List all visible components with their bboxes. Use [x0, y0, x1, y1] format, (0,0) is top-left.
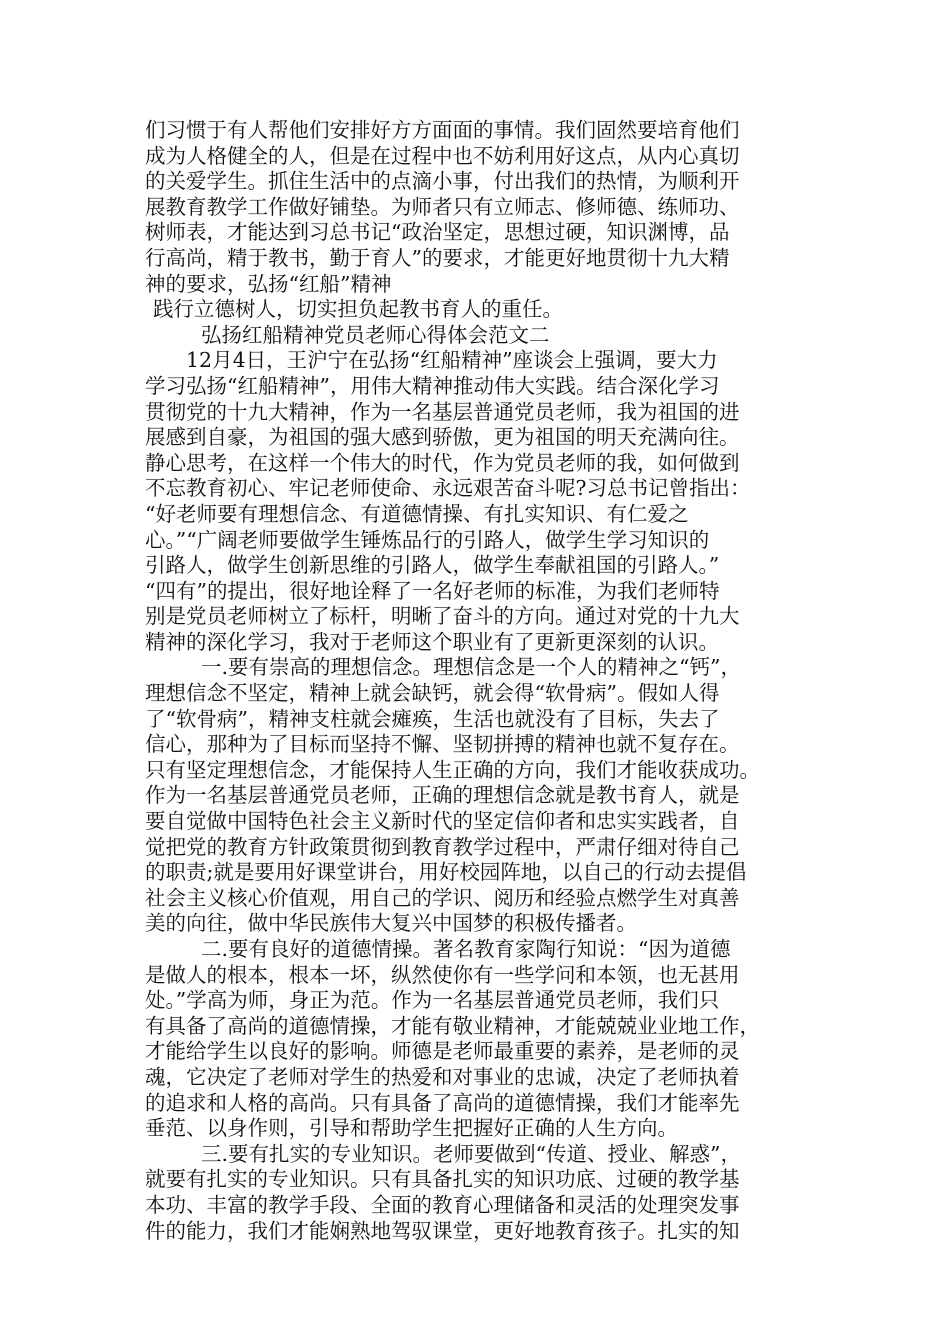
text-line: 了“软骨病”，精神支柱就会瘫痪，生活也就没有了目标，失去了 [145, 706, 720, 731]
text-line: “四有”的提出，很好地诠释了一名好老师的标准，为我们老师特 [145, 578, 720, 603]
text-line: 二.要有良好的道德情操。著名教育家陶行知说：“因为道德 [201, 937, 731, 961]
text-line: “好老师要有理想信念、有道德情操、有扎实知识、有仁爱之 [145, 501, 689, 526]
text-line: 引路人，做学生创新思维的引路人，做学生奉献祖国的引路人。” [145, 553, 720, 578]
text-line: 处。”学高为师，身正为范。作为一名基层普通党员老师，我们只 [145, 988, 720, 1013]
text-line: 学习弘扬“红船精神”，用伟大精神推动伟大实践。结合深化学习 [145, 373, 720, 398]
text-line: 垂范、以身作则，引导和帮助学生把握好正确的人生方向。 [145, 1116, 678, 1141]
text-line: 作为一名基层普通党员老师，正确的理想信念就是教书育人，就是 [145, 783, 740, 808]
text-line: 展感到自豪，为祖国的强大感到骄傲，更为祖国的明天充满向往。 [145, 425, 740, 450]
text-line: 不忘教育初心、牢记老师使命、永远艰苦奋斗呢?习总书记曾指出： [145, 476, 751, 501]
text-line: 件的能力，我们才能娴熟地驾驭课堂，更好地教育孩子。扎实的知 [145, 1218, 740, 1243]
text-line: 觉把党的教育方针政策贯彻到教育教学过程中，严肃仔细对待自己 [145, 834, 740, 859]
text-line: 才能给学生以良好的影响。师德是老师最重要的素养，是老师的灵 [145, 1039, 740, 1064]
text-line: 要自觉做中国特色社会主义新时代的坚定信仰者和忠实实践者，自 [145, 809, 740, 834]
text-line: 美的向往，做中华民族伟大复兴中国梦的积极传播者。 [145, 911, 637, 936]
text-line: 12月4日，王沪宁在弘扬“红船精神”座谈会上强调，要大力 [186, 348, 718, 373]
text-line: 行高尚，精于教书，勤于育人”的要求，才能更好地贯彻十九大精 [145, 245, 730, 270]
text-line: 的追求和人格的高尚。只有具备了高尚的道德情操，我们才能率先 [145, 1090, 740, 1115]
text-line: 的职责;就是要用好课堂讲台，用好校园阵地，以自己的行动去提倡 [145, 860, 747, 885]
section-title: 弘扬红船精神党员老师心得体会范文二 [201, 322, 550, 347]
text-line: 本功、丰富的教学手段、全面的教育心理储备和灵活的处理突发事 [145, 1192, 740, 1217]
text-line: 神的要求，弘扬“红船”精神 [145, 271, 392, 296]
text-line: 理想信念不坚定，精神上就会缺钙，就会得“软骨病”。假如人得 [145, 681, 720, 706]
text-line: 三.要有扎实的专业知识。老师要做到“传道、授业、解惑”， [201, 1141, 741, 1166]
text-line: 就要有扎实的专业知识。只有具备扎实的知识功底、过硬的教学基 [145, 1167, 740, 1192]
text-line: 只有坚定理想信念，才能保持人生正确的方向，我们才能收获成功。 [145, 757, 760, 782]
text-line: 静心思考，在这样一个伟大的时代，作为党员老师的我，如何做到 [145, 450, 740, 475]
text-line: 有具备了高尚的道德情操，才能有敬业精神，才能兢兢业业地工作， [145, 1013, 760, 1038]
text-line: 心。”“广阔老师要做学生锤炼品行的引路人，做学生学习知识的 [145, 527, 710, 552]
text-line: 的关爱学生。抓住生活中的点滴小事，付出我们的热情，为顺利开 [145, 169, 740, 194]
text-line: 精神的深化学习，我对于老师这个职业有了更新更深刻的认识。 [145, 629, 719, 654]
text-line: 树师表，才能达到习总书记“政治坚定，思想过硬，知识渊博，品 [145, 220, 730, 245]
text-line: 是做人的根本，根本一坏，纵然使你有一些学问和本领，也无甚用 [145, 962, 740, 987]
text-line: 们习惯于有人帮他们安排好方方面面的事情。我们固然要培育他们 [145, 118, 740, 142]
text-line: 展教育教学工作做好铺垫。为师者只有立师志、修师德、练师功、 [145, 194, 740, 219]
text-line: 魂，它决定了老师对学生的热爱和对事业的忠诚，决定了老师执着 [145, 1064, 740, 1089]
text-line: 践行立德树人，切实担负起教书育人的重任。 [153, 297, 563, 322]
text-line: 一.要有崇高的理想信念。理想信念是一个人的精神之“钙”， [201, 655, 741, 680]
document-page [145, 118, 810, 1244]
text-line: 社会主义核心价值观，用自己的学识、阅历和经验点燃学生对真善 [145, 885, 740, 910]
text-line: 别是党员老师树立了标杆，明晰了奋斗的方向。通过对党的十九大 [145, 604, 740, 629]
text-line: 贯彻党的十九大精神，作为一名基层普通党员老师，我为祖国的进 [145, 399, 740, 424]
text-line: 成为人格健全的人，但是在过程中也不妨利用好这点，从内心真切 [145, 143, 740, 168]
text-line: 信心，那种为了目标而坚持不懈、坚韧拼搏的精神也就不复存在。 [145, 732, 740, 757]
